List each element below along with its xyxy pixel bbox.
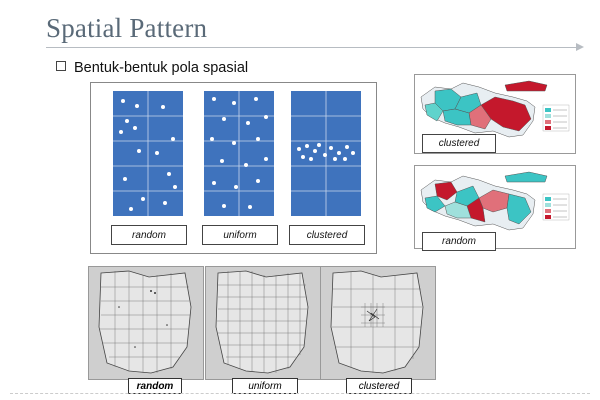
ohio-random-label: random	[128, 378, 182, 394]
bullet-item	[56, 60, 248, 76]
ohio-clustered-label: clustered	[346, 378, 412, 394]
ohio-uniform-map	[205, 266, 321, 380]
clustered-map-label: clustered	[422, 134, 496, 153]
random-map-label: random	[422, 232, 496, 251]
ohio-random-map	[88, 266, 204, 380]
uniform-label: uniform	[202, 225, 278, 245]
random-pattern-grid	[113, 91, 183, 216]
pattern-panel	[90, 82, 377, 254]
square-bullet-icon	[56, 61, 66, 71]
title-divider	[46, 47, 576, 48]
random-label: random	[111, 225, 187, 245]
ohio-clustered-map	[320, 266, 436, 380]
bullet-text: Bentuk-bentuk pola spasial	[74, 60, 249, 76]
clustered-label: clustered	[289, 225, 365, 245]
slide-title: Spatial Pattern	[46, 13, 208, 43]
uniform-pattern-grid	[204, 91, 274, 216]
ohio-uniform-label: uniform	[232, 378, 298, 394]
footer-divider	[10, 393, 590, 395]
clustered-pattern-grid	[291, 91, 361, 216]
